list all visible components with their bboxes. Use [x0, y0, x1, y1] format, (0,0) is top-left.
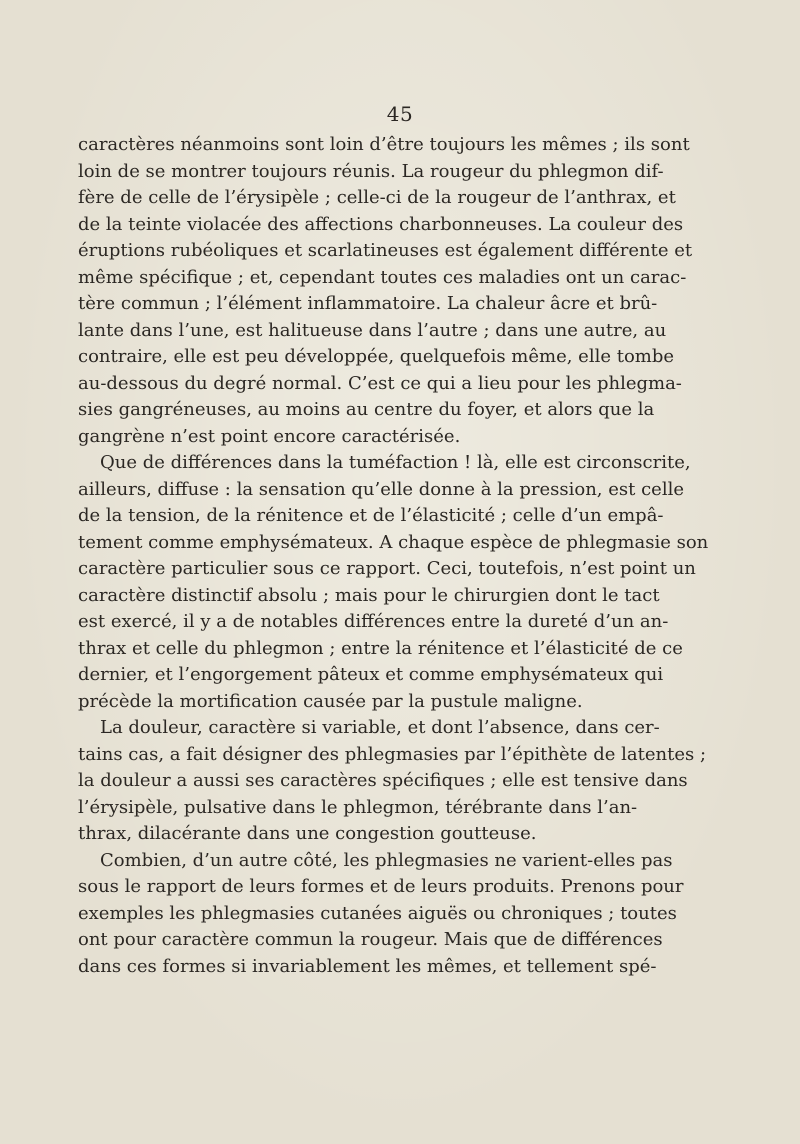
text-line: gangrène n’est point encore caractérisée.: [78, 425, 461, 447]
text-line: précède la mortification causée par la pustule maligne.: [78, 690, 583, 712]
page-number: 45: [386, 102, 414, 126]
text-line: de la teinte violacée des affections charbonneuses. La couleur des: [78, 213, 684, 235]
text-line: La douleur, caractère si variable, et dont l’absence, dans cer-: [100, 717, 660, 738]
text-line: thrax, dilacérante dans une congestion goutteuse.: [78, 823, 537, 844]
text-line: caractère particulier sous ce rapport. Ceci, toutefois, n’est point un: [78, 558, 696, 579]
text-line: au-dessous du degré normal. C’est ce qui a lieu pour les phlegma-: [78, 372, 682, 394]
text-line: lante dans l’une, est halitueuse dans l’autre ; dans une autre, au: [78, 319, 667, 341]
text-line: l’érysipèle, pulsative dans le phlegmon, térébrante dans l’an-: [78, 796, 638, 818]
text-line: thrax et celle du phlegmon ; entre la rénitence et l’élasticité de ce: [78, 637, 683, 659]
text-line: sies gangréneuses, au moins au centre du foyer, et alors que la: [78, 399, 655, 420]
text-line: exemples les phlegmasies cutanées aiguës ou chroniques ; toutes: [78, 902, 677, 924]
text-line: ailleurs, diffuse : la sensation qu’elle donne à la pression, est celle: [78, 478, 684, 500]
text-line: Combien, d’un autre côté, les phlegmasies ne varient-elles pas: [100, 849, 673, 871]
body-text: [78, 132, 709, 980]
text-line: tement comme emphysémateux. A chaque espèce de phlegmasie son: [78, 531, 709, 553]
text-line: ont pour caractère commun la rougeur. Mais que de différences: [78, 929, 663, 950]
text-line: même spécifique ; et, cependant toutes ces maladies ont un carac-: [78, 266, 687, 288]
text-line: sous le rapport de leurs formes et de leurs produits. Prenons pour: [78, 876, 684, 897]
text-line: loin de se montrer toujours réunis. La rougeur du phlegmon dif-: [78, 160, 664, 182]
text-line: fère de celle de l’érysipèle ; celle-ci de la rougeur de l’anthrax, et: [78, 187, 676, 208]
text-line: contraire, elle est peu développée, quelquefois même, elle tombe: [78, 346, 675, 367]
text-line: caractères néanmoins sont loin d’être toujours les mêmes ; ils sont: [78, 134, 690, 155]
text-line: Que de différences dans la tuméfaction ! là, elle est circonscrite,: [100, 452, 691, 473]
text-line: éruptions rubéoliques et scarlatineuses est également différente et: [78, 240, 693, 261]
text-line: tains cas, a fait désigner des phlegmasies par l’épithète de latentes ;: [78, 743, 707, 765]
text-line: dernier, et l’engorgement pâteux et comme emphysémateux qui: [78, 664, 664, 685]
text-line: de la tension, de la rénitence et de l’élasticité ; celle d’un empâ-: [78, 505, 664, 526]
text-line: dans ces formes si invariablement les mêmes, et tellement spé-: [78, 955, 657, 977]
text-line: est exercé, il y a de notables différences entre la dureté d’un an-: [78, 611, 669, 632]
text-line: caractère distinctif absolu ; mais pour le chirurgien dont le tact: [78, 584, 660, 606]
text-line: la douleur a aussi ses caractères spécifiques ; elle est tensive dans: [78, 770, 688, 791]
text-line: tère commun ; l’élément inflammatoire. La chaleur âcre et brû-: [78, 293, 658, 314]
